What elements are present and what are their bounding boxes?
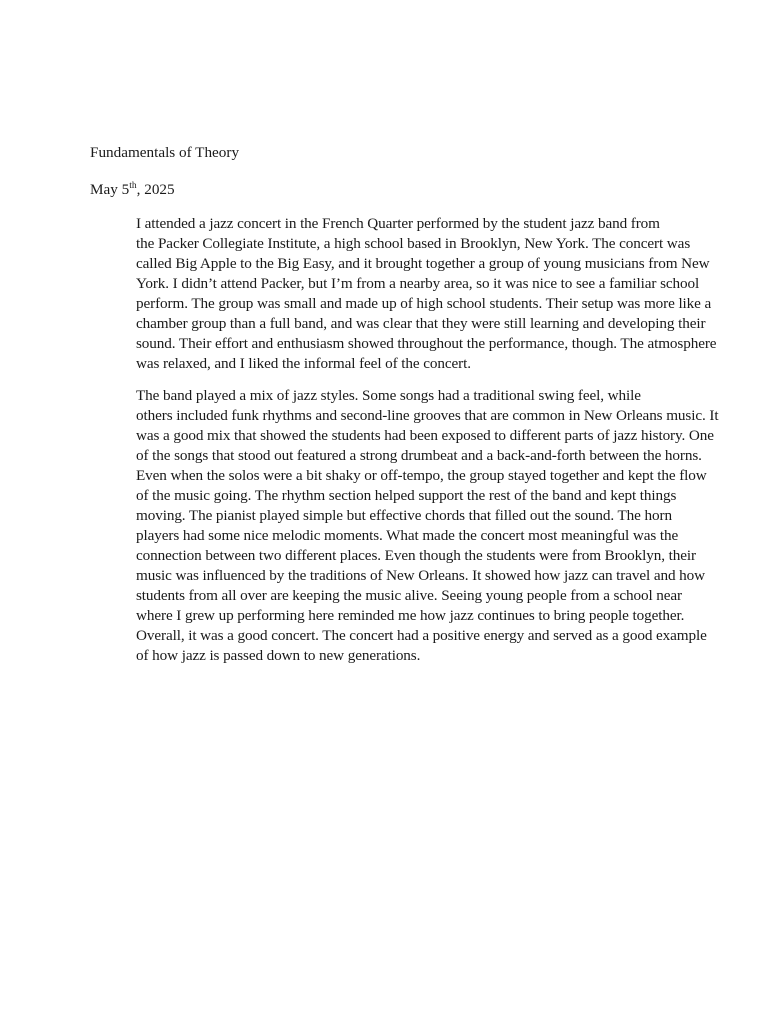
paragraph-line: The band played a mix of jazz styles. Some songs had a traditional swing feel, while [136, 387, 641, 404]
date-month-day: May 5 [90, 181, 130, 198]
paragraph-line: was relaxed, and I liked the informal feel of the concert. [136, 355, 471, 372]
document-date [90, 180, 680, 200]
paragraph-line: moving. The pianist played simple but effective chords that filled out the sound. The horn [136, 507, 672, 524]
paragraph-line: of the music going. The rhythm section helped support the rest of the band and kept things [136, 487, 677, 504]
essay-body [90, 214, 719, 678]
paragraph-1 [90, 214, 717, 374]
paragraph-line: was a good mix that showed the students had been exposed to different parts of jazz history. One [136, 427, 714, 444]
paragraph-line: players had some nice melodic moments. What made the concert most meaningful was the [136, 527, 679, 544]
course-title: Fundamentals of Theory [90, 144, 240, 161]
paragraph-line: others included funk rhythms and second-line grooves that are common in New Orleans music. It [136, 407, 719, 424]
paragraph-line: perform. The group was small and made up of high school students. Their setup was more like a [136, 295, 712, 312]
paragraph-line: the Packer Collegiate Institute, a high school based in Brooklyn, New York. The concert was [136, 235, 691, 252]
paragraph-line: Even when the solos were a bit shaky or off-tempo, the group stayed together and kept the flow [136, 467, 707, 484]
paragraph-2 [90, 386, 719, 666]
paragraph-line: I attended a jazz concert in the French Quarter performed by the student jazz band from [136, 215, 660, 232]
paragraph-line: students from all over are keeping the music alive. Seeing young people from a school near [136, 587, 683, 604]
paragraph-line: called Big Apple to the Big Easy, and it brought together a group of young musicians from New [136, 255, 710, 272]
paragraph-line: chamber group than a full band, and was clear that they were still learning and developing their [136, 315, 706, 332]
paragraph-line: of the songs that stood out featured a strong drumbeat and a back-and-forth between the horns. [136, 447, 702, 464]
paragraph-line: where I grew up performing here reminded me how jazz continues to bring people together. [136, 607, 685, 624]
paragraph-line: sound. Their effort and enthusiasm showed throughout the performance, though. The atmosphere [136, 335, 717, 352]
paragraph-line: Overall, it was a good concert. The concert had a positive energy and served as a good example [136, 627, 707, 644]
paragraph-line: connection between two different places. Even though the students were from Brooklyn, their [136, 547, 696, 564]
date-year: , 2025 [136, 181, 175, 198]
paragraph-line: York. I didn’t attend Packer, but I’m from a nearby area, so it was nice to see a familiar school [136, 275, 700, 292]
paragraph-line: music was influenced by the traditions of New Orleans. It showed how jazz can travel and how [136, 567, 706, 584]
paragraph-line: of how jazz is passed down to new generations. [136, 647, 421, 664]
date-ordinal: th [129, 180, 137, 191]
